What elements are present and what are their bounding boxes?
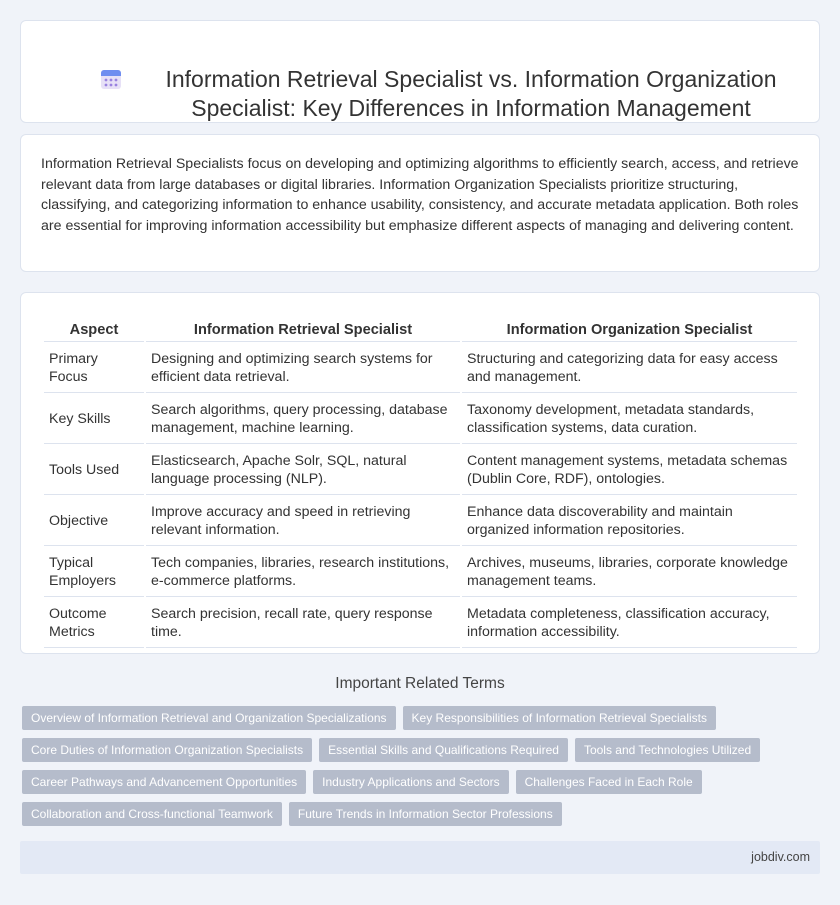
- row-organization: Metadata completeness, classification accuracy, information accessibility.: [462, 599, 797, 648]
- row-organization: Enhance data discoverability and maintain organized information repositories.: [462, 497, 797, 546]
- header-retrieval: Information Retrieval Specialist: [146, 317, 460, 342]
- intro-card: [20, 134, 820, 272]
- related-term-tag[interactable]: Tools and Technologies Utilized: [575, 738, 760, 762]
- row-aspect: Key Skills: [44, 395, 144, 444]
- title-card: [20, 20, 820, 123]
- row-organization: Taxonomy development, metadata standards, classification systems, data curation.: [462, 395, 797, 444]
- row-retrieval: Tech companies, libraries, research institutions, e-commerce platforms.: [146, 548, 460, 597]
- header-organization: Information Organization Specialist: [462, 317, 797, 342]
- row-aspect: Primary Focus: [44, 344, 144, 393]
- footer: [20, 841, 820, 874]
- calendar-icon: [99, 67, 123, 91]
- header-aspect: Aspect: [44, 317, 144, 342]
- table-row: [44, 395, 797, 444]
- intro-paragraph: Information Retrieval Specialists focus on developing and optimizing algorithms to efficiently search, access, and retrieve relevant data from large databases or digital libraries. Information Organization Specialists prioritize structuring, classifying, and categorizing information to enhance usability, consistency, and accurate metadata application. Both roles are essential for improving information accessibility but emphasize different aspects of managing and delivering content.: [41, 156, 799, 234]
- page-title: Information Retrieval Specialist vs. Information Organization Specialist: Key Differences in Information Management: [165, 66, 777, 121]
- row-retrieval: Elasticsearch, Apache Solr, SQL, natural language processing (NLP).: [146, 446, 460, 495]
- row-aspect: Objective: [44, 497, 144, 546]
- row-aspect: Outcome Metrics: [44, 599, 144, 648]
- row-organization: Archives, museums, libraries, corporate knowledge management teams.: [462, 548, 797, 597]
- related-term-tag[interactable]: Essential Skills and Qualifications Required: [319, 738, 568, 762]
- related-term-tag[interactable]: Career Pathways and Advancement Opportunities: [22, 770, 306, 794]
- related-term-tag[interactable]: Industry Applications and Sectors: [313, 770, 508, 794]
- row-organization: Content management systems, metadata schemas (Dublin Core, RDF), ontologies.: [462, 446, 797, 495]
- table-header-row: [44, 317, 797, 342]
- table-row: [44, 344, 797, 393]
- table-row: [44, 497, 797, 546]
- related-terms-list: [22, 706, 822, 826]
- row-aspect: Tools Used: [44, 446, 144, 495]
- table-row: [44, 446, 797, 495]
- row-retrieval: Search precision, recall rate, query response time.: [146, 599, 460, 648]
- related-term-tag[interactable]: Collaboration and Cross-functional Teamwork: [22, 802, 282, 826]
- row-retrieval: Designing and optimizing search systems for efficient data retrieval.: [146, 344, 460, 393]
- related-term-tag[interactable]: Challenges Faced in Each Role: [516, 770, 702, 794]
- table-row: [44, 548, 797, 597]
- related-term-tag[interactable]: Key Responsibilities of Information Retrieval Specialists: [403, 706, 716, 730]
- row-retrieval: Search algorithms, query processing, database management, machine learning.: [146, 395, 460, 444]
- related-term-tag[interactable]: Overview of Information Retrieval and Organization Specializations: [22, 706, 396, 730]
- footer-site-link[interactable]: jobdiv.com: [751, 850, 810, 864]
- row-organization: Structuring and categorizing data for easy access and management.: [462, 344, 797, 393]
- table-row: [44, 599, 797, 648]
- comparison-table-card: [20, 292, 820, 654]
- related-term-tag[interactable]: Core Duties of Information Organization Specialists: [22, 738, 312, 762]
- row-aspect: Typical Employers: [44, 548, 144, 597]
- related-terms-title: Important Related Terms: [335, 675, 505, 692]
- comparison-table: [42, 315, 799, 650]
- row-retrieval: Improve accuracy and speed in retrieving relevant information.: [146, 497, 460, 546]
- related-term-tag[interactable]: Future Trends in Information Sector Professions: [289, 802, 562, 826]
